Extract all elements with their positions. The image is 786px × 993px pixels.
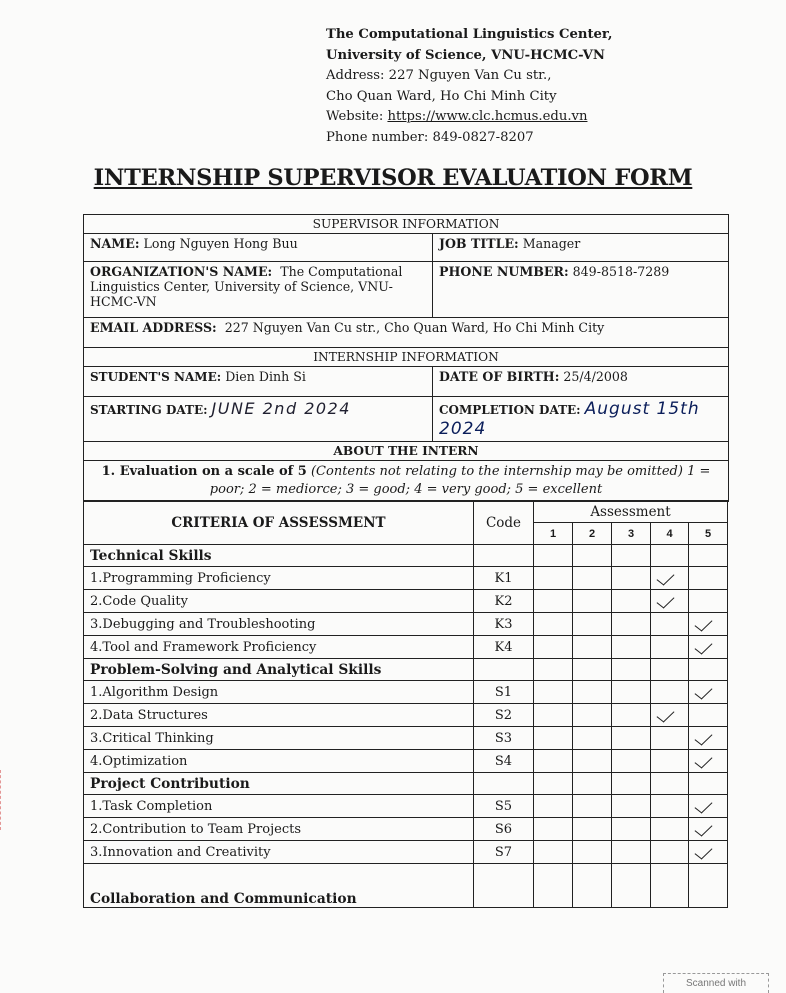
completion-date-value: August 15th 2024 (439, 399, 700, 439)
instruction-italic: (Contents not relating to the internship may be omitted) 1 = poor; 2 = mediorce; 3 = good; 4 = very good; 5 = excellent (209, 464, 711, 497)
dob-value: 25/4/2008 (563, 369, 628, 384)
score-cell-2[interactable] (573, 567, 612, 590)
organization-value: The Computational Linguistics Center, University of Science, VNU-HCMC-VN (90, 264, 403, 309)
form-title: INTERNSHIP SUPERVISOR EVALUATION FORM (93, 165, 693, 191)
criteria-code (474, 773, 534, 795)
score-header-4: 4 (651, 523, 689, 545)
code-header: Code (474, 501, 534, 545)
score-cell-2[interactable] (573, 704, 612, 727)
criteria-row (84, 841, 728, 864)
criteria-code: K4 (474, 636, 534, 659)
phone-cell (433, 262, 729, 318)
score-cell-2[interactable] (573, 636, 612, 659)
phone-line: Phone number: 849-0827-8207 (326, 129, 534, 145)
criteria-group-label: Collaboration and Communication (84, 864, 474, 908)
job-title-value: Manager (522, 236, 581, 251)
score-cell-1[interactable] (534, 636, 573, 659)
score-cell-1[interactable] (534, 841, 573, 864)
criteria-label: 3.Innovation and Creativity (84, 841, 474, 864)
criteria-group-label: Technical Skills (84, 545, 474, 567)
start-date-cell (84, 397, 433, 442)
score-cell-4[interactable] (651, 590, 689, 613)
checkmark-icon (657, 567, 683, 585)
score-cell-2[interactable] (573, 681, 612, 704)
score-cell-5[interactable] (689, 681, 728, 704)
score-cell-5[interactable] (689, 659, 728, 681)
score-cell-1[interactable] (534, 681, 573, 704)
score-cell-4[interactable] (651, 773, 689, 795)
score-cell-2[interactable] (573, 727, 612, 750)
score-cell-4[interactable] (651, 704, 689, 727)
criteria-group-row (84, 773, 728, 795)
score-header-3: 3 (612, 523, 651, 545)
score-cell-2[interactable] (573, 773, 612, 795)
score-cell-3[interactable] (612, 590, 651, 613)
criteria-group-label: Project Contribution (84, 773, 474, 795)
start-date-label: STARTING DATE: (90, 403, 208, 417)
criteria-label: 2.Contribution to Team Projects (84, 818, 474, 841)
dob-cell (433, 367, 729, 397)
score-cell-1[interactable] (534, 545, 573, 567)
score-cell-5[interactable] (689, 545, 728, 567)
score-cell-2[interactable] (573, 818, 612, 841)
score-cell-2[interactable] (573, 590, 612, 613)
address-line-1: Address: 227 Nguyen Van Cu str., (326, 68, 552, 83)
criteria-group-row (84, 545, 728, 567)
score-cell-5[interactable] (689, 704, 728, 727)
criteria-header: CRITERIA OF ASSESSMENT (84, 501, 474, 545)
criteria-row (84, 567, 728, 590)
criteria-code: K3 (474, 613, 534, 636)
info-table (83, 214, 729, 502)
phone-value: 849-8518-7289 (572, 264, 670, 279)
organization-cell (84, 262, 433, 318)
score-cell-4[interactable] (651, 545, 689, 567)
criteria-label: 3.Debugging and Troubleshooting (84, 613, 474, 636)
score-cell-1[interactable] (534, 773, 573, 795)
score-cell-3[interactable] (612, 864, 651, 908)
criteria-label: 2.Code Quality (84, 590, 474, 613)
criteria-code: S7 (474, 841, 534, 864)
internship-section-title: INTERNSHIP INFORMATION (84, 348, 729, 367)
score-cell-1[interactable] (534, 795, 573, 818)
scanner-badge: Scanned with (663, 973, 769, 993)
criteria-row (84, 818, 728, 841)
score-cell-2[interactable] (573, 545, 612, 567)
score-cell-3[interactable] (612, 659, 651, 681)
score-cell-5[interactable] (689, 727, 728, 750)
score-cell-5[interactable] (689, 818, 728, 841)
score-cell-5[interactable] (689, 864, 728, 908)
score-cell-2[interactable] (573, 613, 612, 636)
checkmark-icon (695, 750, 721, 768)
org-line-1: The Computational Linguistics Center, (326, 27, 613, 42)
criteria-table (83, 500, 728, 908)
job-title-label: JOB TITLE: (439, 236, 519, 251)
criteria-code: S1 (474, 681, 534, 704)
score-cell-4[interactable] (651, 659, 689, 681)
score-cell-3[interactable] (612, 818, 651, 841)
score-cell-3[interactable] (612, 545, 651, 567)
job-title-cell (433, 234, 729, 262)
score-header-5: 5 (689, 523, 728, 545)
score-cell-5[interactable] (689, 636, 728, 659)
criteria-label: 2.Data Structures (84, 704, 474, 727)
instruction-bold: 1. Evaluation on a scale of 5 (101, 464, 307, 479)
checkmark-icon (695, 841, 721, 859)
score-cell-3[interactable] (612, 727, 651, 750)
checkmark-icon (695, 795, 721, 813)
score-cell-2[interactable] (573, 750, 612, 773)
criteria-code: K2 (474, 590, 534, 613)
email-label: EMAIL ADDRESS: (90, 320, 217, 335)
criteria-row (84, 727, 728, 750)
supervisor-section-title: SUPERVISOR INFORMATION (84, 215, 729, 234)
criteria-row (84, 750, 728, 773)
score-cell-1[interactable] (534, 704, 573, 727)
score-cell-3[interactable] (612, 636, 651, 659)
checkmark-icon (657, 704, 683, 722)
letterhead (326, 25, 613, 148)
checkmark-icon (695, 636, 721, 654)
score-cell-5[interactable] (689, 567, 728, 590)
website-link[interactable]: https://www.clc.hcmus.edu.vn (387, 109, 588, 124)
student-name-cell (84, 367, 433, 397)
criteria-group-label: Problem-Solving and Analytical Skills (84, 659, 474, 681)
checkmark-icon (695, 613, 721, 631)
dob-label: DATE OF BIRTH: (439, 369, 560, 384)
criteria-code: S4 (474, 750, 534, 773)
score-cell-4[interactable] (651, 727, 689, 750)
score-cell-5[interactable] (689, 590, 728, 613)
score-cell-5[interactable] (689, 613, 728, 636)
score-cell-3[interactable] (612, 681, 651, 704)
score-cell-4[interactable] (651, 864, 689, 908)
score-header-1: 1 (534, 523, 573, 545)
score-cell-3[interactable] (612, 841, 651, 864)
checkmark-icon (657, 590, 683, 608)
score-cell-3[interactable] (612, 567, 651, 590)
checkmark-icon (695, 681, 721, 699)
website-label: Website: (326, 109, 388, 124)
phone-label: PHONE NUMBER: (439, 264, 569, 279)
criteria-row (84, 636, 728, 659)
criteria-label: 4.Optimization (84, 750, 474, 773)
score-cell-1[interactable] (534, 567, 573, 590)
criteria-code: K1 (474, 567, 534, 590)
score-cell-1[interactable] (534, 659, 573, 681)
score-cell-4[interactable] (651, 613, 689, 636)
criteria-group-row (84, 659, 728, 681)
assessment-header: Assessment (534, 501, 728, 523)
score-cell-3[interactable] (612, 750, 651, 773)
criteria-code: S3 (474, 727, 534, 750)
score-header-2: 2 (573, 523, 612, 545)
about-section-title: ABOUT THE INTERN (84, 442, 729, 461)
criteria-row (84, 613, 728, 636)
score-cell-5[interactable] (689, 750, 728, 773)
score-cell-4[interactable] (651, 795, 689, 818)
score-cell-4[interactable] (651, 636, 689, 659)
score-cell-1[interactable] (534, 590, 573, 613)
score-cell-2[interactable] (573, 795, 612, 818)
address-line-2: Cho Quan Ward, Ho Chi Minh City (326, 88, 557, 104)
criteria-label: 3.Critical Thinking (84, 727, 474, 750)
score-cell-5[interactable] (689, 795, 728, 818)
criteria-code: S6 (474, 818, 534, 841)
start-date-value: JUNE 2nd 2024 (211, 399, 351, 418)
score-cell-1[interactable] (534, 727, 573, 750)
criteria-label: 4.Tool and Framework Proficiency (84, 636, 474, 659)
completion-date-label: COMPLETION DATE: (439, 403, 581, 417)
website-line (326, 107, 613, 128)
score-cell-4[interactable] (651, 818, 689, 841)
email-value: 227 Nguyen Van Cu str., Cho Quan Ward, Ho Chi Minh City (224, 320, 605, 335)
supervisor-name-value: Long Nguyen Hong Buu (143, 236, 298, 251)
criteria-code: S2 (474, 704, 534, 727)
supervisor-name-cell (84, 234, 433, 262)
score-cell-1[interactable] (534, 613, 573, 636)
criteria-label: 1.Programming Proficiency (84, 567, 474, 590)
instruction-cell (84, 461, 729, 502)
score-cell-1[interactable] (534, 818, 573, 841)
checkmark-icon (695, 818, 721, 836)
criteria-code: S5 (474, 795, 534, 818)
score-cell-3[interactable] (612, 613, 651, 636)
criteria-group-row (84, 864, 728, 908)
criteria-row (84, 704, 728, 727)
completion-date-cell (433, 397, 729, 442)
criteria-row (84, 590, 728, 613)
criteria-row (84, 795, 728, 818)
score-cell-4[interactable] (651, 567, 689, 590)
score-cell-3[interactable] (612, 773, 651, 795)
score-cell-2[interactable] (573, 864, 612, 908)
criteria-code (474, 545, 534, 567)
email-cell (84, 318, 729, 348)
score-cell-1[interactable] (534, 750, 573, 773)
criteria-row (84, 681, 728, 704)
supervisor-name-label: NAME: (90, 236, 140, 251)
student-name-label: STUDENT'S NAME: (90, 370, 222, 384)
criteria-label: 1.Algorithm Design (84, 681, 474, 704)
score-cell-4[interactable] (651, 681, 689, 704)
score-cell-5[interactable] (689, 841, 728, 864)
student-name-value: Dien Dinh Si (225, 369, 306, 384)
organization-label: ORGANIZATION'S NAME: (90, 264, 273, 279)
criteria-code (474, 864, 534, 908)
criteria-label: 1.Task Completion (84, 795, 474, 818)
checkmark-icon (695, 727, 721, 745)
score-cell-2[interactable] (573, 841, 612, 864)
criteria-code (474, 659, 534, 681)
score-cell-4[interactable] (651, 841, 689, 864)
score-cell-5[interactable] (689, 773, 728, 795)
score-cell-2[interactable] (573, 659, 612, 681)
score-cell-4[interactable] (651, 750, 689, 773)
score-cell-3[interactable] (612, 795, 651, 818)
score-cell-3[interactable] (612, 704, 651, 727)
org-line-2: University of Science, VNU-HCMC-VN (326, 47, 605, 63)
score-cell-1[interactable] (534, 864, 573, 908)
red-stamp-mark (0, 770, 91, 830)
